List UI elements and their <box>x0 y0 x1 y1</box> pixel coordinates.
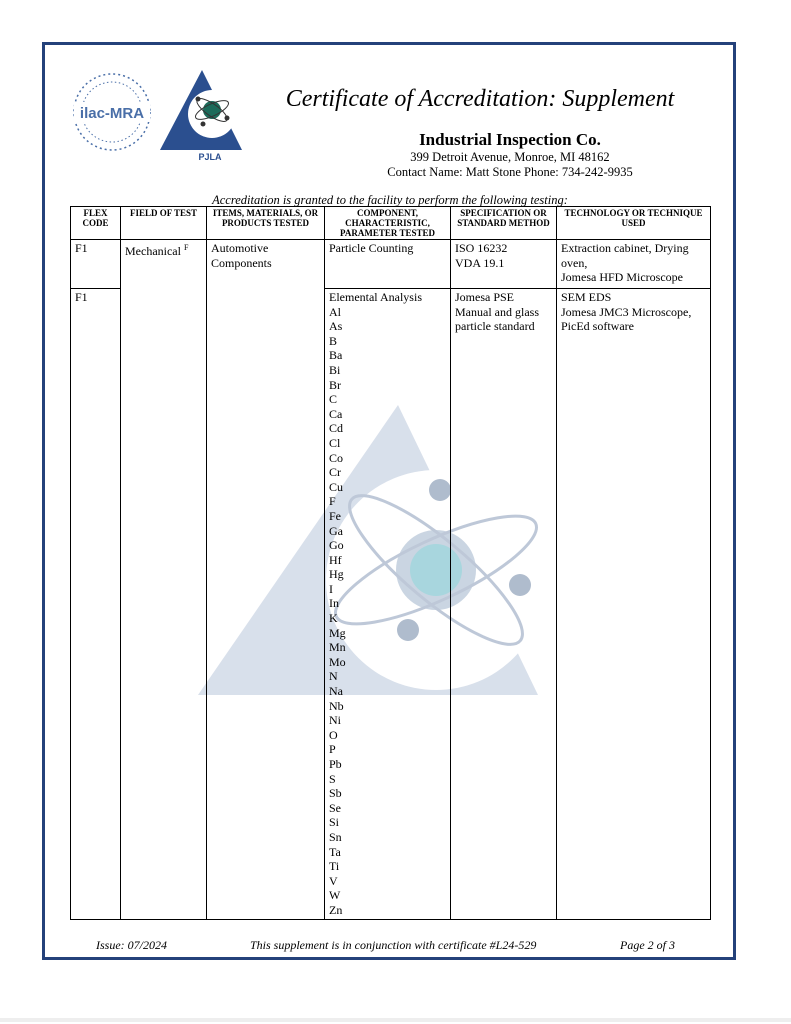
element-item: I <box>329 581 333 596</box>
element-item: Bi <box>329 362 341 377</box>
cell-flex-code: F1 <box>71 240 121 289</box>
element-item: Br <box>329 377 341 392</box>
element-item: Al <box>329 304 341 319</box>
cell-flex-code: F1 <box>71 289 121 920</box>
element-item: S <box>329 771 336 786</box>
element-item: Go <box>329 538 344 553</box>
spec-line: ISO 16232 <box>455 241 508 255</box>
accreditation-logos <box>70 66 260 162</box>
page-title: Certificate of Accreditation: Supplement <box>285 86 675 112</box>
cell-component <box>325 289 451 920</box>
element-item: Sb <box>329 786 342 801</box>
element-item: Hg <box>329 567 344 582</box>
element-item: O <box>329 727 338 742</box>
element-item: P <box>329 742 336 757</box>
field-superscript: F <box>183 243 189 252</box>
organization-contact: Contact Name: Matt Stone Phone: 734-242-9935 <box>387 165 633 179</box>
cell-technology <box>557 289 711 920</box>
element-item: Fe <box>329 508 341 523</box>
header-field-of-test: FIELD OF TEST <box>121 207 207 240</box>
accreditation-table <box>70 206 711 920</box>
cell-specification <box>451 240 557 289</box>
element-item: Ga <box>329 523 343 538</box>
element-item: Ba <box>329 348 343 363</box>
element-item: Se <box>329 800 341 815</box>
tech-line: Jomesa HFD Microscope <box>561 270 683 285</box>
element-list <box>329 305 446 918</box>
page-number: Page 2 of 3 <box>620 938 675 952</box>
table-header-row <box>71 207 711 240</box>
header-flex-code: FLEX CODE <box>71 207 121 240</box>
element-item: K <box>329 611 338 626</box>
element-item: F <box>329 494 336 509</box>
element-item: C <box>329 392 338 407</box>
element-item: Mo <box>329 654 346 669</box>
element-item: Na <box>329 684 343 699</box>
cell-component: Particle Counting <box>325 240 451 289</box>
element-item: As <box>329 319 343 334</box>
header-items-tested: ITEMS, MATERIALS, OR PRODUCTS TESTED <box>207 207 325 240</box>
element-item: N <box>329 669 338 684</box>
ilac-mra-logo <box>74 74 150 150</box>
element-item: Ta <box>329 844 341 859</box>
element-item: Sn <box>329 829 342 844</box>
element-item: W <box>329 888 341 903</box>
cell-items-tested: Automotive Components <box>207 240 325 920</box>
organization-name: Industrial Inspection Co. <box>419 130 601 149</box>
ilac-logo-text: ilac-MRA <box>79 105 145 122</box>
element-item: Ca <box>329 406 343 421</box>
header-specification: SPECIFICATION OR STANDARD METHOD <box>451 207 557 240</box>
element-item: V <box>329 873 338 888</box>
field-name: Mechanical <box>125 244 181 258</box>
element-item: Ti <box>329 859 340 874</box>
tech-line: SEM EDS <box>561 290 612 304</box>
table-row <box>71 240 711 289</box>
cell-specification <box>451 289 557 920</box>
scan-artifact-line <box>0 1018 791 1022</box>
element-item: Mg <box>329 625 346 640</box>
element-item: Mn <box>329 640 346 655</box>
element-item: Cr <box>329 465 341 480</box>
element-item: Co <box>329 450 344 465</box>
spec-line: VDA 19.1 <box>455 255 505 270</box>
element-item: Nb <box>329 698 344 713</box>
pjla-logo-text: PJLA <box>198 152 222 162</box>
element-item: Si <box>329 815 340 830</box>
cell-technology <box>557 240 711 289</box>
element-item: B <box>329 333 338 348</box>
spec-line: Jomesa PSE <box>455 290 515 304</box>
element-item: In <box>329 596 339 611</box>
element-item: Cd <box>329 421 344 436</box>
element-item: Pb <box>329 757 342 771</box>
component-title: Elemental Analysis <box>329 290 422 304</box>
certificate-reference: This supplement is in conjunction with certificate #L24-529 <box>250 938 537 952</box>
tech-line: Extraction cabinet, Drying oven, <box>561 241 689 270</box>
header-component: COMPONENT, CHARACTERISTIC, PARAMETER TESTED <box>325 207 451 240</box>
spec-line: Manual and glass particle standard <box>455 304 539 334</box>
element-item: Hf <box>329 552 342 567</box>
organization-address: 399 Detroit Avenue, Monroe, MI 48162 <box>410 150 610 164</box>
cell-field-of-test <box>121 240 207 920</box>
accreditation-granted-text: Accreditation is granted to the facility to perform the following testing: <box>212 193 568 207</box>
element-item: Cl <box>329 435 341 450</box>
header-technology: TECHNOLOGY OR TECHNIQUE USED <box>557 207 711 240</box>
issue-date: Issue: 07/2024 <box>96 938 167 952</box>
element-item: Zn <box>329 902 343 917</box>
element-item: Ni <box>329 713 341 728</box>
pjla-logo <box>160 70 242 162</box>
tech-line: Jomesa JMC3 Microscope, PicEd software <box>561 304 692 334</box>
element-item: Cu <box>329 479 344 494</box>
